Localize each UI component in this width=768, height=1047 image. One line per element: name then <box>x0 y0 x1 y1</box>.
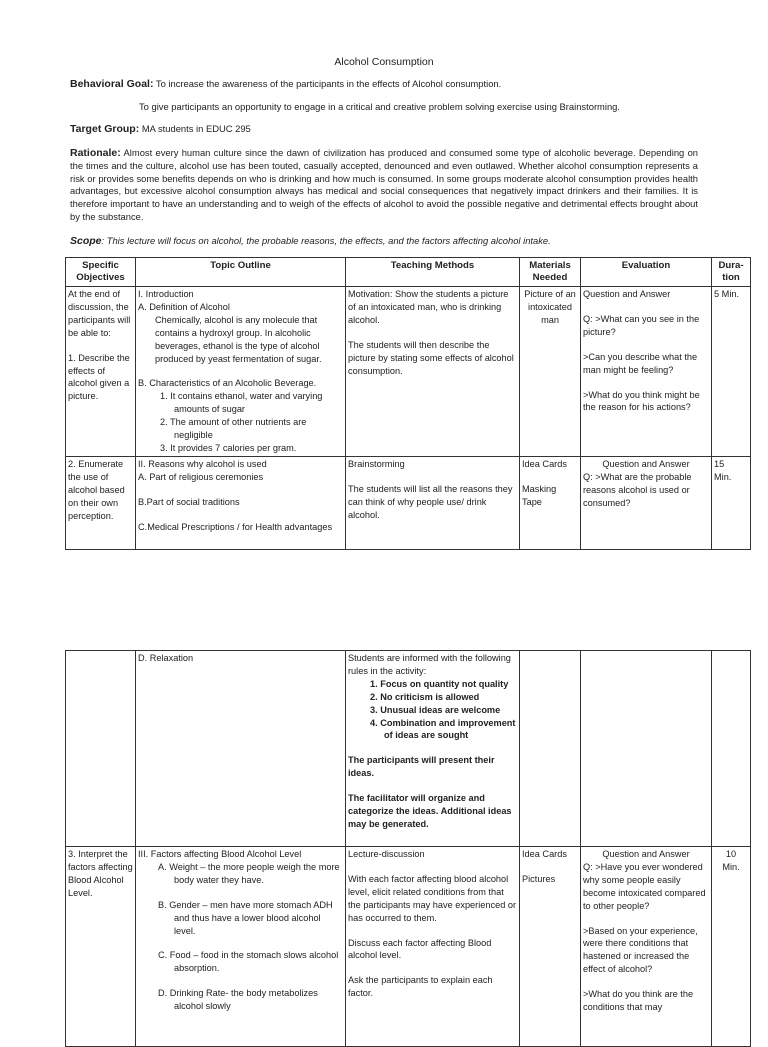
materials-idea-cards: Idea Cards <box>522 849 567 859</box>
header-topic: Topic Outline <box>136 258 346 287</box>
eval-question-3: >What do you think might be the reason for his actions? <box>583 389 700 413</box>
header-evaluation: Evaluation <box>581 258 712 287</box>
materials-pictures: Pictures <box>522 873 556 884</box>
header-methods: Teaching Methods <box>346 258 520 287</box>
topic-iii-c: C. Food – food in the stomach slows alcohol absorption. <box>158 950 339 974</box>
methods-lecture: Lecture-discussion <box>348 849 425 859</box>
table-row <box>66 457 751 550</box>
target-group-label: Target Group: <box>70 123 140 135</box>
rationale <box>70 147 698 224</box>
scope <box>70 235 698 248</box>
duration-cell <box>712 457 751 550</box>
scope-text: : This lecture will focus on alcohol, the probable reasons, the effects, and the factors affecting alcohol intake. <box>101 235 551 246</box>
methods-list: The students will list all the reasons they can think of why people use/ drink alcohol. <box>348 483 513 520</box>
topic-cell <box>136 651 346 847</box>
methods-rules-intro: Students are informed with the following rules in the activity: <box>348 653 511 676</box>
topic-ii-a: A. Part of religious ceremonies <box>138 471 264 482</box>
behavioral-goal-text-2: To give participants an opportunity to engage in a critical and creative problem solving exercise using Brainstorming. <box>139 101 620 112</box>
methods-cell <box>346 287 520 457</box>
lesson-plan-table <box>65 257 751 550</box>
methods-motivation: Motivation: Show the students a picture of an intoxicated man, who is drinking alcohol. <box>348 289 509 325</box>
behavioral-goal-text-1: To increase the awareness of the participants in the effects of Alcohol consumption. <box>155 78 502 89</box>
materials-masking-tape: Masking Tape <box>522 483 557 507</box>
methods-discuss: Discuss each factor affecting Blood alcohol level. <box>348 937 492 961</box>
topic-b-2: 2. The amount of other nutrients are negligible <box>160 417 307 441</box>
duration-cell: 5 Min. <box>712 287 751 457</box>
topic-iii: III. Factors affecting Blood Alcohol Level <box>138 849 302 859</box>
header-duration: Dura-tion <box>712 258 751 287</box>
objectives-cell: 3. Interpret the factors affecting Blood Alcohol Level. <box>66 847 136 1047</box>
document-title: Alcohol Consumption <box>334 56 434 68</box>
materials-cell <box>520 651 581 847</box>
methods-describe: The students will then describe the picture by stating some effects of alcohol consumption. <box>348 339 514 376</box>
topic-d: D. Relaxation <box>138 653 194 663</box>
lesson-plan-table-continued <box>65 650 751 1047</box>
target-group <box>70 123 698 136</box>
topic-cell <box>136 457 346 550</box>
evaluation-cell <box>581 457 712 550</box>
evaluation-cell <box>581 847 712 1047</box>
objectives-intro: At the end of discussion, the participants will be able to: <box>68 289 131 338</box>
eval-question-2: >Based on your experience, were there conditions that hastened or increased the effect of alcohol? <box>583 925 698 975</box>
materials-idea-cards: Idea Cards <box>522 459 567 469</box>
eval-question-2: >Can you describe what the man might be feeling? <box>583 351 698 375</box>
rule-2: 2. No criticism is allowed <box>370 691 480 702</box>
rule-4: 4. Combination and improvement of ideas are sought <box>370 717 516 741</box>
duration-unit: Min. <box>714 471 732 482</box>
objective-1: 1. Describe the effects of alcohol given a picture. <box>68 352 130 402</box>
topic-ii: II. Reasons why alcohol is used <box>138 459 267 469</box>
evaluation-cell <box>581 287 712 457</box>
topic-b-3: 3. It provides 7 calories per gram. <box>160 442 297 453</box>
rule-3: 3. Unusual ideas are welcome <box>370 704 501 715</box>
topic-cell <box>136 287 346 457</box>
methods-present: The participants will present their ideas. <box>348 755 495 779</box>
methods-cell <box>346 651 520 847</box>
materials-cell <box>520 457 581 550</box>
methods-explain: Ask the participants to explain each factor. <box>348 975 493 999</box>
objectives-cell <box>66 651 136 847</box>
target-group-text: MA students in EDUC 295 <box>141 123 251 134</box>
table-row <box>66 651 751 847</box>
methods-brainstorming: Brainstorming <box>348 459 405 469</box>
duration-cell <box>712 847 751 1047</box>
objectives-cell: 2. Enumerate the use of alcohol based on their own perception. <box>66 457 136 550</box>
topic-b: B. Characteristics of an Alcoholic Beverage. <box>138 378 317 389</box>
behavioral-goal-label: Behavioral Goal: <box>70 78 154 90</box>
duration-value: 10 <box>725 849 737 859</box>
topic-ii-c: C.Medical Prescriptions / for Health advantages <box>138 521 333 532</box>
eval-question-1: Q: >What can you see in the picture? <box>583 313 700 337</box>
topic-iii-b: B. Gender – men have more stomach ADH and thus have a lower blood alcohol level. <box>158 899 333 936</box>
topic-iii-a: A. Weight – the more people weigh the more body water they have. <box>158 861 340 885</box>
methods-cell <box>346 847 520 1047</box>
topic-a: A. Definition of Alcohol <box>138 301 230 312</box>
methods-organize: The facilitator will organize and categorize the ideas. Additional ideas may be generated. <box>348 793 512 829</box>
table-row <box>66 847 751 1047</box>
duration-cell <box>712 651 751 847</box>
rationale-text: Almost every human culture since the dawn of civilization has produced and consumed some type of alcoholic beverage. Depending on the times and the culture, alcohol use has been touted, casually accepted, denounced and even outlawed. Whether alcohol consumption represents a risk or provides some benefits depends on who is drinking and how much is consumed. In some groups moderate alcohol consumption provides health advantages, but excessive alcohol consumption always has medical and social consequences that negatively impact drinkers and their families. It is therefore important to have an understanding and to weigh of the effects of alcohol to avoid the possible negative and detrimental effects brought about by the substance. <box>70 147 698 222</box>
rationale-label: Rationale: <box>70 147 121 159</box>
header-materials: Materials Needed <box>520 258 581 287</box>
topic-b-1: 1. It contains ethanol, water and varying amounts of sugar <box>160 391 323 415</box>
duration-value: 15 <box>714 459 725 469</box>
rule-1: 1. Focus on quantity not quality <box>370 678 509 689</box>
behavioral-goal <box>70 78 698 91</box>
eval-type: Question and Answer <box>583 289 671 299</box>
materials-cell: Picture of an intoxicated man <box>520 287 581 457</box>
topic-intro: I. Introduction <box>138 289 194 299</box>
eval-type: Question and Answer <box>602 849 690 859</box>
header-objectives: Specific Objectives <box>66 258 136 287</box>
methods-elicit: With each factor affecting blood alcohol level, elicit related conditions from that the participants may have experienced or has occurred to them. <box>348 873 517 923</box>
eval-question-1: Q: >Have you ever wondered why some people easily become intoxicated compared to other people? <box>583 861 706 911</box>
eval-type: Question and Answer <box>602 459 690 469</box>
topic-ii-b: B.Part of social traditions <box>138 496 240 507</box>
table-row <box>66 287 751 457</box>
methods-cell <box>346 457 520 550</box>
topic-a-text: Chemically, alcohol is any molecule that contains a hydroxyl group. In alcoholic beverages, ethanol is the type of alcohol produced by yeast fermentation of sugar. <box>155 314 322 364</box>
duration-unit: Min. <box>722 861 740 872</box>
eval-question: Q: >What are the probable reasons alcohol is used or consumed? <box>583 471 692 508</box>
evaluation-cell <box>581 651 712 847</box>
eval-question-3: >What do you think are the conditions that may <box>583 989 694 1013</box>
scope-label: Scope <box>70 235 102 247</box>
materials-cell <box>520 847 581 1047</box>
topic-cell <box>136 847 346 1047</box>
table-header-row <box>66 258 751 287</box>
objectives-cell <box>66 287 136 457</box>
topic-iii-d: D. Drinking Rate- the body metabolizes alcohol slowly <box>158 988 318 1012</box>
